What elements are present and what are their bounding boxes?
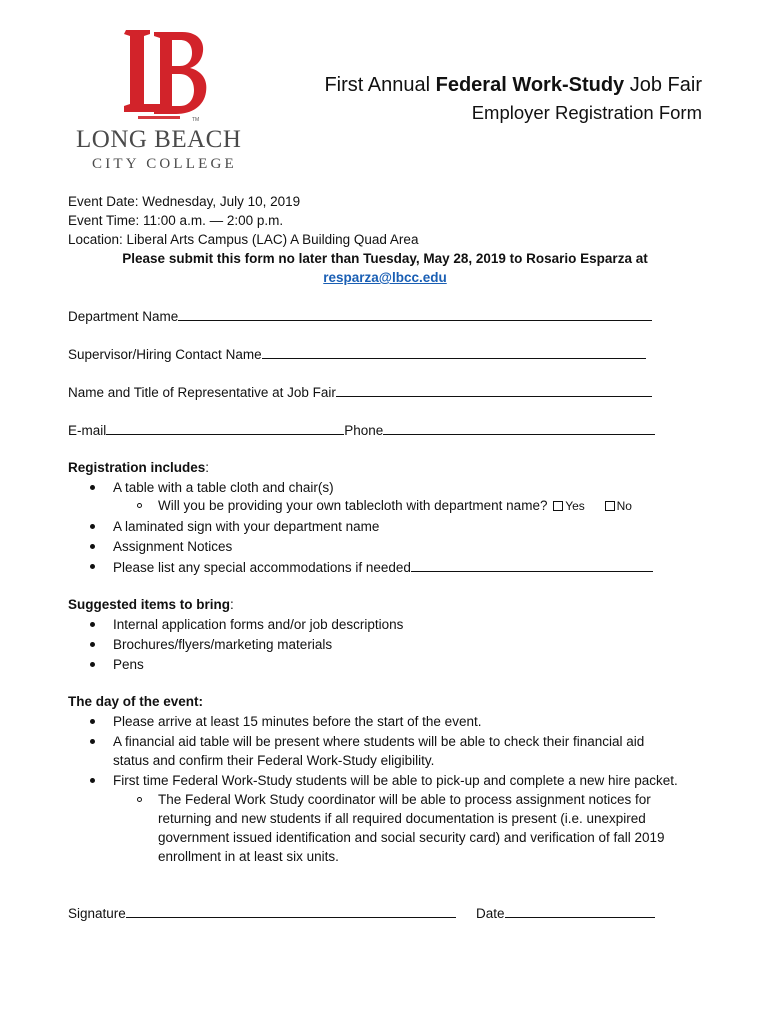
department-name-line[interactable]	[178, 306, 652, 321]
date-line[interactable]	[505, 903, 655, 918]
yes-label: Yes	[565, 499, 585, 513]
form-title	[324, 74, 702, 97]
bullet-icon	[90, 622, 95, 627]
dayof-heading: The day of the event:	[68, 694, 204, 709]
submission-deadline: Please submit this form no later than Tuesday, May 28, 2019 to Rosario Esparza at	[122, 251, 648, 266]
title-prefix: First Annual	[324, 74, 436, 96]
representative-field[interactable]	[68, 382, 652, 402]
title-suffix: Job Fair	[624, 74, 702, 96]
contact-email-link[interactable]: resparza@lbcc.edu	[323, 270, 447, 285]
tablecloth-question-text: Will you be providing your own tablecloth with department name?	[158, 498, 548, 513]
bullet-icon	[90, 544, 95, 549]
dayof-sub-1d: enrollment in at least six units.	[158, 849, 339, 864]
date-label: Date	[476, 906, 505, 921]
registration-item-1: A table with a table cloth and chair(s)	[113, 480, 334, 495]
form-subtitle: Employer Registration Form	[471, 102, 702, 123]
dayof-item-2b: status and confirm their Federal Work-Study eligibility.	[113, 753, 435, 768]
suggested-item-1: Internal application forms and/or job descriptions	[113, 617, 404, 632]
bullet-icon	[90, 564, 95, 569]
college-logo	[72, 26, 262, 176]
event-date: Event Date: Wednesday, July 10, 2019	[68, 194, 301, 209]
title-bold: Federal Work-Study	[435, 74, 625, 96]
suggested-heading: Suggested items to bring:	[68, 597, 234, 612]
phone-line[interactable]	[383, 420, 655, 435]
representative-line[interactable]	[336, 382, 652, 397]
bullet-icon	[90, 642, 95, 647]
bullet-icon	[90, 739, 95, 744]
no-option[interactable]	[605, 498, 632, 513]
event-location: Location: Liberal Arts Campus (LAC) A Building Quad Area	[68, 232, 419, 247]
representative-label: Name and Title of Representative at Job Fair	[68, 385, 336, 400]
dayof-sub-1b: returning and new students if all required documentation is present (i.e. unexpired	[158, 811, 646, 826]
accommodations-label: Please list any special accommodations if needed	[113, 560, 411, 575]
email-label: E-mail	[68, 423, 107, 438]
supervisor-field[interactable]	[68, 344, 646, 364]
department-name-field[interactable]	[68, 306, 652, 326]
dayof-item-1: Please arrive at least 15 minutes before the start of the event.	[113, 714, 482, 729]
signature-label: Signature	[68, 906, 126, 921]
registration-item-3: Assignment Notices	[113, 539, 233, 554]
dayof-sub-1a: The Federal Work Study coordinator will be able to process assignment notices for	[158, 792, 651, 807]
bullet-icon	[90, 719, 95, 724]
registration-item-2: A laminated sign with your department name	[113, 519, 380, 534]
bullet-icon	[90, 662, 95, 667]
email-phone-row	[68, 420, 655, 440]
dayof-item-2a: A financial aid table will be present where students will be able to check their financial aid	[113, 734, 645, 749]
no-label: No	[616, 499, 632, 513]
signature-field[interactable]	[68, 903, 456, 923]
tablecloth-question	[158, 496, 632, 516]
suggested-item-2: Brochures/flyers/marketing materials	[113, 637, 333, 652]
dayof-sub-1c: government issued identification and social security card) and verification of fall 2019	[158, 830, 665, 845]
svg-text:TM: TM	[192, 117, 200, 122]
suggested-item-3: Pens	[113, 657, 144, 672]
bullet-icon	[90, 485, 95, 490]
phone-label: Phone	[344, 423, 384, 438]
registration-heading-text: Registration includes	[68, 460, 206, 475]
lb-monogram	[120, 26, 212, 122]
signature-line[interactable]	[126, 903, 456, 918]
sub-bullet-icon	[137, 797, 142, 802]
email-line[interactable]	[106, 420, 344, 435]
contact-email-row	[0, 268, 770, 287]
suggested-heading-text: Suggested items to bring	[68, 597, 231, 612]
registration-heading: Registration includes:	[68, 460, 210, 475]
supervisor-label: Supervisor/Hiring Contact Name	[68, 347, 262, 362]
sub-bullet-icon	[137, 503, 142, 508]
yes-option[interactable]	[553, 498, 585, 513]
department-name-label: Department Name	[68, 309, 179, 324]
bullet-icon	[90, 524, 95, 529]
accommodations-line[interactable]	[411, 557, 653, 572]
bullet-icon	[90, 778, 95, 783]
college-name-line1: LONG BEACH	[76, 126, 242, 153]
event-time: Event Time: 11:00 a.m. — 2:00 p.m.	[68, 213, 284, 228]
supervisor-line[interactable]	[262, 344, 646, 359]
accommodations-field[interactable]	[113, 557, 653, 577]
college-name-line2: CITY COLLEGE	[92, 156, 237, 172]
yes-checkbox[interactable]	[553, 501, 563, 511]
dayof-item-3: First time Federal Work-Study students will be able to pick-up and complete a new hire packet.	[113, 773, 678, 788]
date-field[interactable]	[476, 903, 655, 923]
no-checkbox[interactable]	[605, 501, 615, 511]
